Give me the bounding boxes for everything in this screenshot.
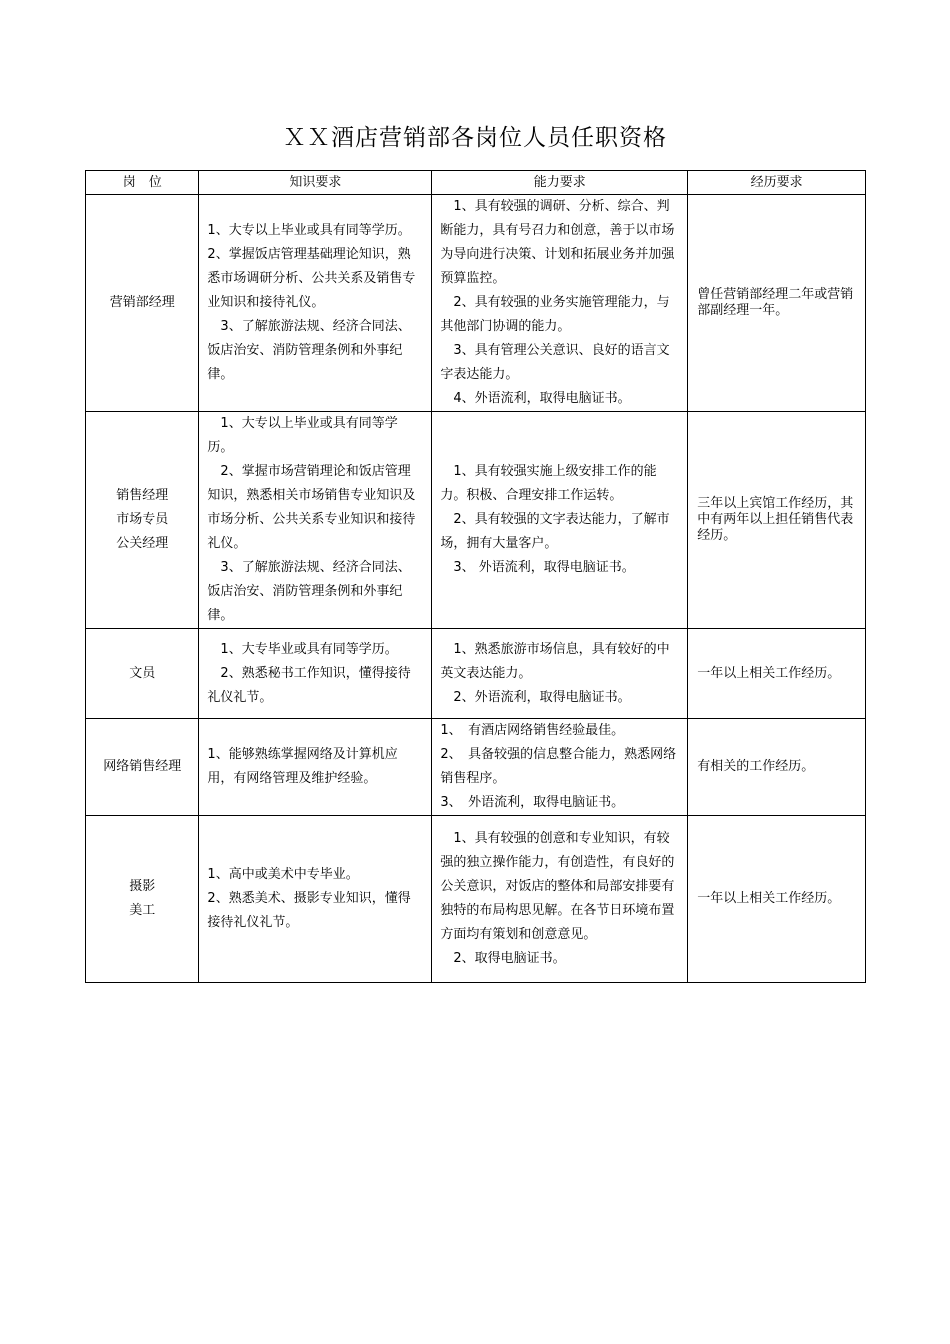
ability-item: 3、具有管理公关意识、良好的语言文字表达能力。 [440,343,670,382]
ability-item: 2、外语流利，取得电脑证书。 [453,689,631,705]
position-name: 网络销售经理 [103,759,182,774]
knowledge-cell [199,719,432,816]
knowledge-cell [199,816,432,983]
position-cell [86,816,199,983]
ability-cell [432,629,688,719]
header-knowledge: 知识要求 [199,171,432,195]
ability-cell [432,412,688,629]
ability-cell [432,719,688,816]
header-position: 岗 位 [86,171,199,195]
knowledge-item: 1、大专毕业或具有同等学历。 [220,641,398,657]
knowledge-cell [199,195,432,412]
ability-item: 2、取得电脑证书。 [453,951,566,966]
knowledge-cell [199,629,432,719]
page-title: ＸＸ酒店营销部各岗位人员任职资格 [283,125,667,151]
ability-cell [432,816,688,983]
table-row [86,719,866,816]
knowledge-item: 1、大专以上毕业或具有同等学历。 [207,416,398,455]
ability-item: 2、具有较强的文字表达能力，了解市场，拥有大量客户。 [440,512,670,551]
knowledge-item: 2、掌握市场营销理论和饭店管理知识，熟悉相关市场销售专业知识及市场分析、公共关系专业知识和接待礼仪。 [207,464,416,551]
position-name: 市场专员 [116,512,169,527]
knowledge-item: 2、掌握饭店管理基础理论知识，熟悉市场调研分析、公共关系及销售专业知识和接待礼仪。 [207,247,416,310]
ability-cell [432,195,688,412]
position-cell [86,195,199,412]
ability-item: 3、 外语流利，取得电脑证书。 [453,560,635,575]
position-name: 美工 [129,903,156,918]
knowledge-cell [199,412,432,629]
experience-cell: 有相关的工作经历。 [688,719,866,816]
experience-cell: 一年以上相关工作经历。 [688,816,866,983]
position-cell [86,412,199,629]
position-name: 摄影 [129,879,156,894]
position-name: 文员 [129,665,156,681]
table-row [86,816,866,983]
ability-item: 2、 具备较强的信息整合能力，熟悉网络销售程序。 [440,747,677,786]
table-row [86,195,866,412]
ability-item: 2、具有较强的业务实施管理能力，与其他部门协调的能力。 [440,295,670,334]
header-ability: 能力要求 [432,171,688,195]
position-cell [86,629,199,719]
position-name: 公关经理 [116,536,169,551]
qualification-table [85,170,866,983]
ability-item: 1、具有较强的调研、分析、综合、判断能力，具有号召力和创意，善于以市场为导向进行决策、计划和拓展业务并加强预算监控。 [440,199,675,286]
position-cell [86,719,199,816]
ability-item: 1、具有较强的创意和专业知识，有较强的独立操作能力，有创造性，有良好的公关意识，对饭店的整体和局部安排要有独特的布局构思见解。在各节日环境布置方面均有策划和创意意见。 [440,831,675,942]
knowledge-item: 1、大专以上毕业或具有同等学历。 [207,223,411,238]
ability-item: 4、外语流利，取得电脑证书。 [453,391,631,406]
knowledge-item: 3、了解旅游法规、经济合同法、饭店治安、消防管理条例和外事纪律。 [207,319,411,382]
table-row [86,412,866,629]
experience-cell: 曾任营销部经理二年或营销部副经理一年。 [688,195,866,412]
ability-item: 1、具有较强实施上级安排工作的能力。积极、合理安排工作运转。 [440,464,657,503]
knowledge-item: 3、了解旅游法规、经济合同法、饭店治安、消防管理条例和外事纪律。 [207,560,411,623]
knowledge-item: 1、高中或美术中专毕业。 [207,867,359,882]
table-row [86,629,866,719]
knowledge-item: 1、能够熟练掌握网络及计算机应用，有网络管理及维护经验。 [207,747,398,786]
table-header-row [86,171,866,195]
experience-cell: 三年以上宾馆工作经历，其中有两年以上担任销售代表经历。 [688,412,866,629]
knowledge-item: 2、熟悉美术、摄影专业知识，懂得接待礼仪礼节。 [207,891,411,930]
ability-item: 3、 外语流利，取得电脑证书。 [440,795,625,810]
ability-item: 1、 有酒店网络销售经验最佳。 [440,723,625,738]
knowledge-item: 2、熟悉秘书工作知识，懂得接待礼仪礼节。 [207,665,411,705]
experience-cell: 一年以上相关工作经历。 [688,629,866,719]
position-name: 销售经理 [116,488,169,503]
ability-item: 1、熟悉旅游市场信息，具有较好的中英文表达能力。 [440,641,670,681]
header-experience: 经历要求 [688,171,866,195]
position-name: 营销部经理 [109,295,175,310]
